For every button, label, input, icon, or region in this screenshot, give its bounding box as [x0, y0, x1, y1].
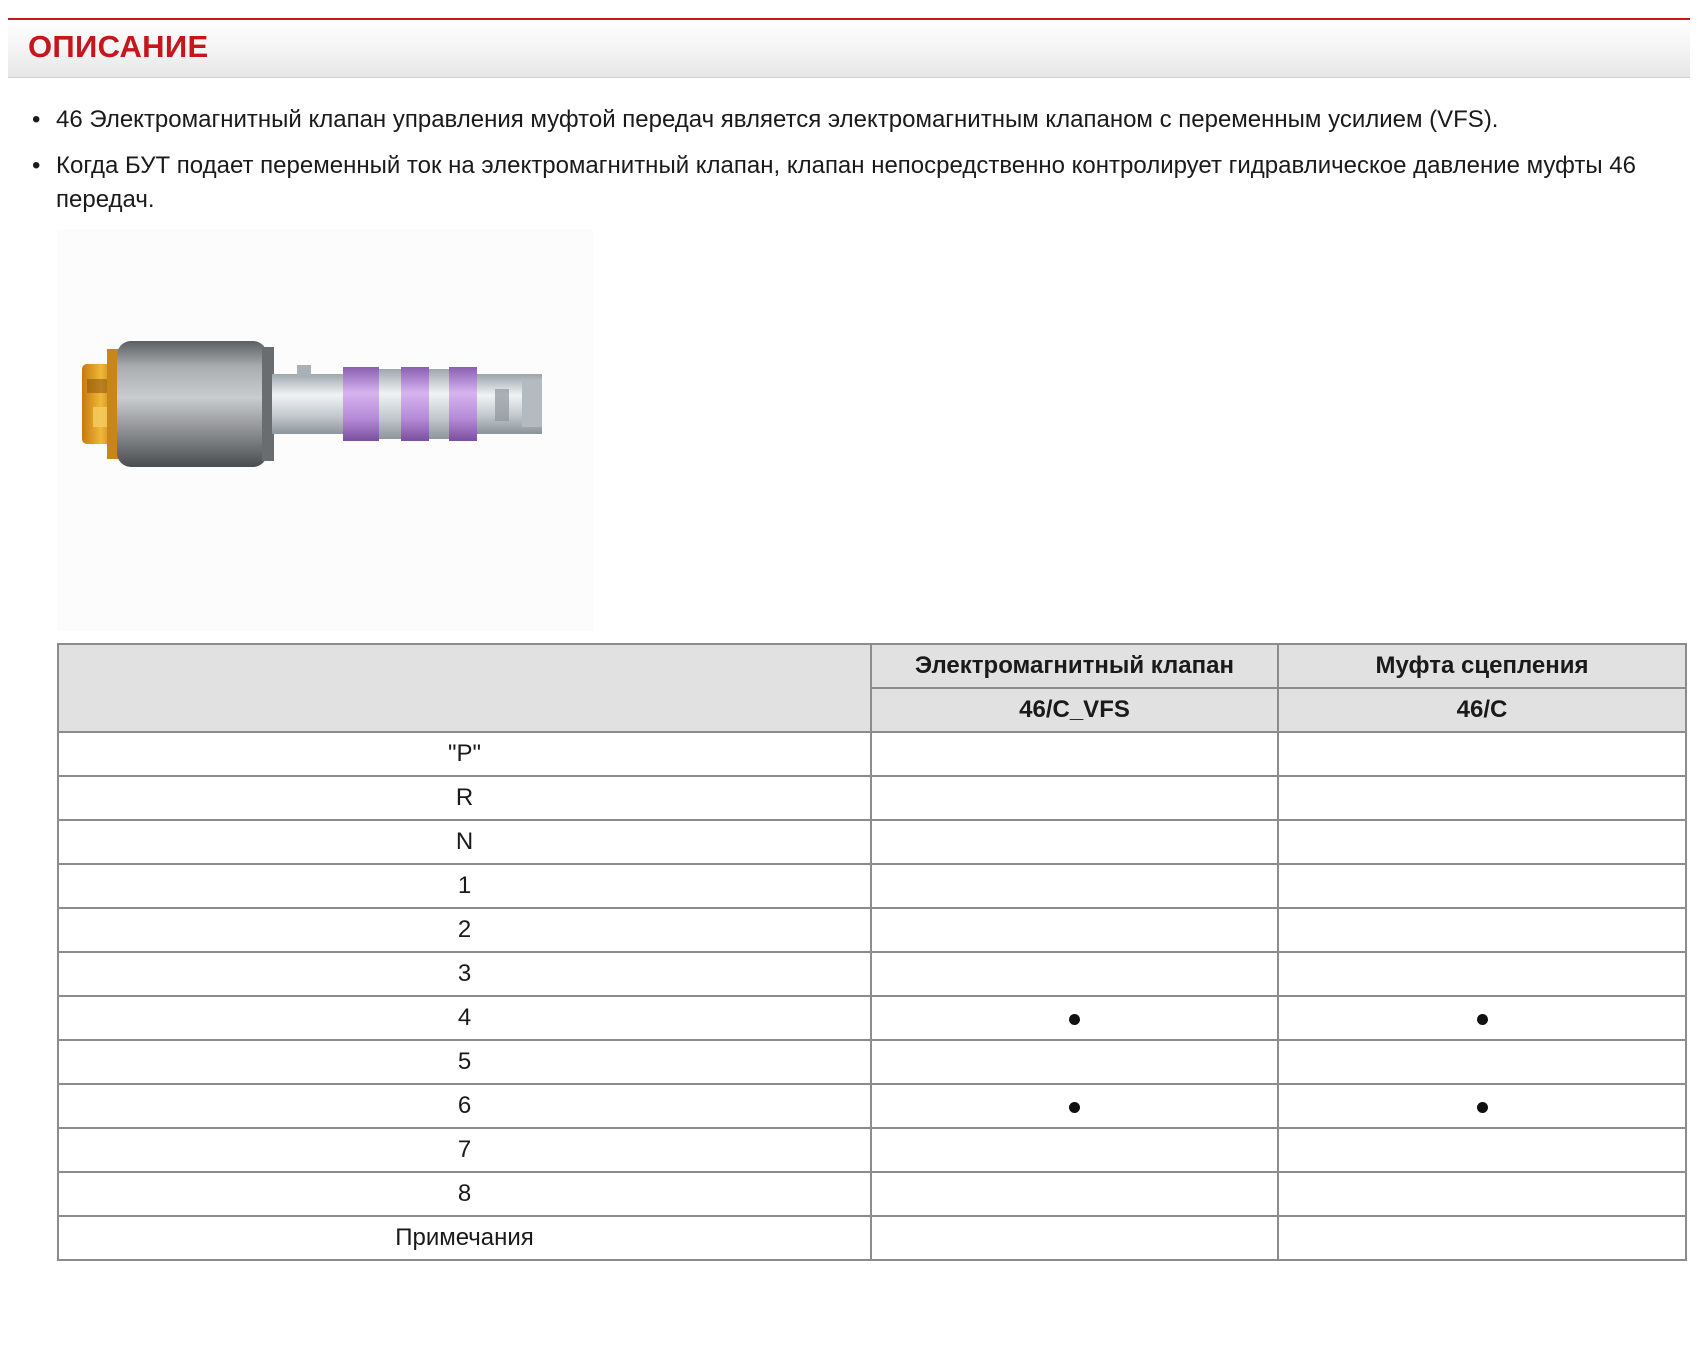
- table-row: [58, 732, 1686, 776]
- gear-cell: N: [58, 820, 871, 864]
- gear-cell: R: [58, 776, 871, 820]
- gear-cell: 8: [58, 1172, 871, 1216]
- gear-cell: 6: [58, 1084, 871, 1128]
- header-gear-cell: [58, 644, 871, 732]
- subheader-clutch-code: 46/C: [1278, 688, 1686, 732]
- bullet-icon: •: [32, 106, 41, 133]
- subheader-solenoid-code: 46/C_VFS: [871, 688, 1278, 732]
- section-header: [8, 18, 1690, 78]
- clutch-cell: [1278, 732, 1686, 776]
- bullet-icon: •: [32, 152, 41, 179]
- engaged-dot-icon: [1069, 1102, 1080, 1113]
- gear-cell: "P": [58, 732, 871, 776]
- solenoid-cell: [871, 1040, 1278, 1084]
- table-row: [58, 1040, 1686, 1084]
- solenoid-cell: [871, 820, 1278, 864]
- description-list: [32, 103, 1672, 229]
- section-title: ОПИСАНИЕ: [28, 29, 209, 64]
- header-clutch: Муфта сцепления: [1278, 644, 1686, 688]
- solenoid-cell: [871, 732, 1278, 776]
- table-row: [58, 952, 1686, 996]
- description-item: [32, 103, 1672, 137]
- solenoid-valve-image: [57, 229, 593, 631]
- clutch-cell: [1278, 776, 1686, 820]
- solenoid-cell: [871, 952, 1278, 996]
- sleeve-shape: [343, 367, 379, 441]
- solenoid-cell: [871, 1128, 1278, 1172]
- solenoid-cell: [871, 908, 1278, 952]
- table-row: [58, 996, 1686, 1040]
- gear-cell: 1: [58, 864, 871, 908]
- table-header-row: [58, 644, 1686, 688]
- table-row: [58, 1084, 1686, 1128]
- table-row: [58, 1172, 1686, 1216]
- clutch-cell: [1278, 1216, 1686, 1260]
- description-item: [32, 149, 1672, 217]
- gear-cell: 3: [58, 952, 871, 996]
- description-text: 46 Электромагнитный клапан управления муфтой передач является электромагнитным клапаном с переменным усилием (VFS).: [56, 106, 1499, 133]
- table-row: [58, 1216, 1686, 1260]
- engaged-dot-icon: [1069, 1014, 1080, 1025]
- solenoid-valve-illustration: [57, 229, 593, 631]
- shift-table: [57, 643, 1687, 1261]
- gear-cell: 7: [58, 1128, 871, 1172]
- solenoid-cell: [871, 1216, 1278, 1260]
- clutch-cell: [1278, 1172, 1686, 1216]
- clutch-cell: [1278, 1128, 1686, 1172]
- solenoid-cell: [871, 776, 1278, 820]
- coil-body-shape: [117, 341, 267, 467]
- solenoid-cell: [871, 1172, 1278, 1216]
- clutch-cell: [1278, 820, 1686, 864]
- gear-cell: Примечания: [58, 1216, 871, 1260]
- solenoid-cell: [871, 996, 1278, 1040]
- clutch-cell: [1278, 996, 1686, 1040]
- solenoid-cell: [871, 1084, 1278, 1128]
- clutch-cell: [1278, 1040, 1686, 1084]
- solenoid-cell: [871, 864, 1278, 908]
- table-row: [58, 1128, 1686, 1172]
- clutch-cell: [1278, 908, 1686, 952]
- engaged-dot-icon: [1477, 1102, 1488, 1113]
- table-row: [58, 864, 1686, 908]
- table-row: [58, 776, 1686, 820]
- gear-cell: 4: [58, 996, 871, 1040]
- gear-cell: 5: [58, 1040, 871, 1084]
- clutch-cell: [1278, 1084, 1686, 1128]
- engaged-dot-icon: [1477, 1014, 1488, 1025]
- clutch-cell: [1278, 864, 1686, 908]
- table-row: [58, 908, 1686, 952]
- header-solenoid: Электромагнитный клапан: [871, 644, 1278, 688]
- clutch-cell: [1278, 952, 1686, 996]
- description-text: Когда БУТ подает переменный ток на электромагнитный клапан, клапан непосредственно контролирует гидравлическое давление муфты 46 передач.: [56, 152, 1636, 213]
- gear-cell: 2: [58, 908, 871, 952]
- table-row: [58, 820, 1686, 864]
